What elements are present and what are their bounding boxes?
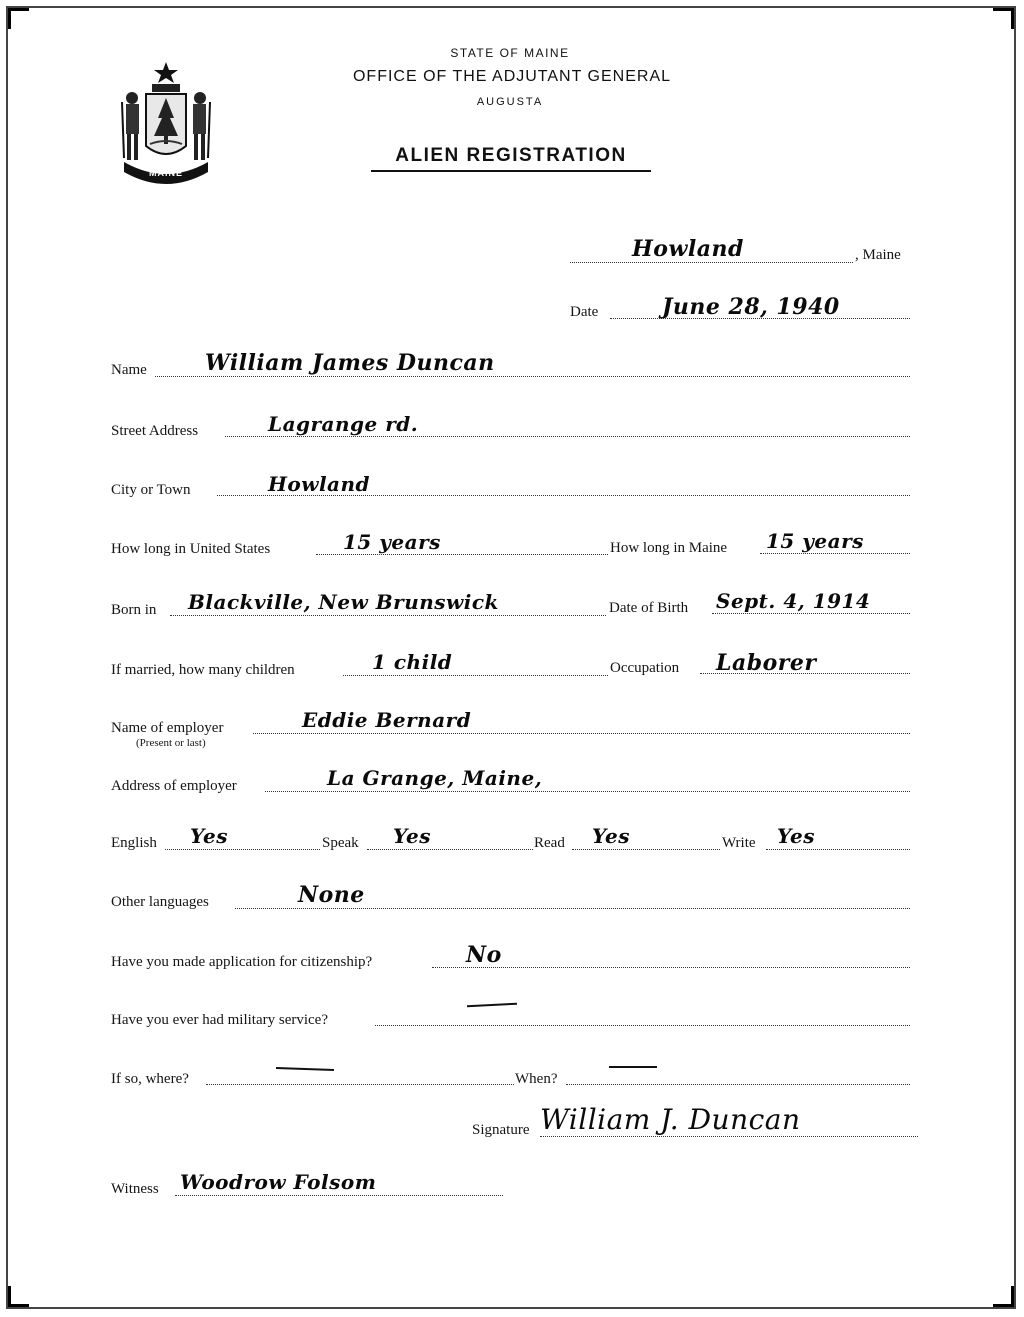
maine-suffix: , Maine [855, 247, 901, 263]
military-field-line [375, 1025, 910, 1026]
name-label: Name [111, 362, 147, 378]
born-in-field-line [170, 615, 606, 616]
crop-mark [993, 8, 1014, 29]
citizenship-value: No [466, 942, 502, 968]
state-heading: STATE OF MAINE [450, 46, 570, 60]
maine-duration-field-line [760, 553, 910, 554]
form-title: ALIEN REGISTRATION [395, 145, 627, 166]
employer-field-line [253, 733, 910, 734]
other-languages-field-line [235, 908, 910, 909]
where-field-line [206, 1084, 514, 1085]
read-value: Yes [592, 824, 631, 848]
crop-mark [993, 1286, 1014, 1307]
birth-date-label: Date of Birth [609, 600, 689, 616]
employer-sublabel: (Present or last) [136, 737, 206, 749]
occupation-label: Occupation [610, 660, 680, 676]
date-label: Date [570, 304, 599, 320]
street-address-field-line [225, 436, 910, 437]
when-label: When? [515, 1071, 558, 1087]
birth-date-field-line [712, 613, 910, 614]
when-blank-dash [609, 1066, 657, 1068]
maine-duration-label: How long in Maine [610, 540, 728, 556]
employer-address-value: La Grange, Maine, [327, 766, 543, 790]
where-label: If so, where? [111, 1071, 189, 1087]
speak-value: Yes [393, 824, 432, 848]
witness-field-line [175, 1195, 503, 1196]
military-label: Have you ever had military service? [111, 1012, 328, 1028]
english-field-line [165, 849, 320, 850]
witness-value: Woodrow Folsom [180, 1170, 377, 1194]
document-frame [6, 6, 1016, 1309]
city-label: City or Town [111, 482, 191, 498]
citizenship-label: Have you made application for citizenship? [111, 954, 373, 970]
name-value: William James Duncan [205, 350, 495, 376]
crop-mark [8, 1286, 29, 1307]
employer-label: Name of employer [111, 720, 224, 736]
maine-duration-value: 15 years [766, 529, 864, 553]
read-label: Read [534, 835, 565, 851]
speak-label: Speak [322, 835, 359, 851]
birth-date-value: Sept. 4, 1914 [716, 589, 871, 613]
occupation-value: Laborer [716, 650, 817, 676]
crop-mark [8, 8, 29, 29]
date-value: June 28, 1940 [662, 294, 840, 320]
us-duration-value: 15 years [343, 530, 441, 554]
seal-label: MAINE [149, 168, 183, 178]
employer-address-label: Address of employer [111, 778, 237, 794]
city-value: Howland [268, 472, 371, 496]
children-label: If married, how many children [111, 662, 295, 678]
english-value: Yes [190, 824, 229, 848]
signature-value: William J. Duncan [540, 1103, 801, 1136]
born-in-label: Born in [111, 602, 157, 618]
employer-value: Eddie Bernard [302, 708, 472, 732]
employer-address-field-line [265, 791, 910, 792]
citizenship-field-line [432, 967, 910, 968]
english-label: English [111, 835, 157, 851]
write-field-line [766, 849, 910, 850]
title-underline [371, 170, 651, 172]
write-value: Yes [777, 824, 816, 848]
town-value: Howland [632, 236, 744, 262]
street-address-value: Lagrange rd. [268, 412, 419, 436]
signature-label: Signature [472, 1122, 530, 1138]
signature-field-line [540, 1136, 918, 1137]
other-languages-value: None [298, 882, 365, 908]
children-value: 1 child [372, 650, 453, 674]
read-field-line [572, 849, 720, 850]
witness-label: Witness [111, 1181, 159, 1197]
born-in-value: Blackville, New Brunswick [188, 590, 499, 614]
speak-field-line [367, 849, 533, 850]
office-heading: OFFICE OF THE ADJUTANT GENERAL [352, 68, 672, 85]
children-field-line [343, 675, 608, 676]
name-field-line [155, 376, 910, 377]
when-field-line [566, 1084, 910, 1085]
town-field-line [570, 262, 853, 263]
other-languages-label: Other languages [111, 894, 209, 910]
street-address-label: Street Address [111, 423, 199, 439]
us-duration-label: How long in United States [111, 541, 271, 557]
write-label: Write [722, 835, 756, 851]
city-heading: AUGUSTA [476, 96, 544, 108]
us-duration-field-line [316, 554, 608, 555]
